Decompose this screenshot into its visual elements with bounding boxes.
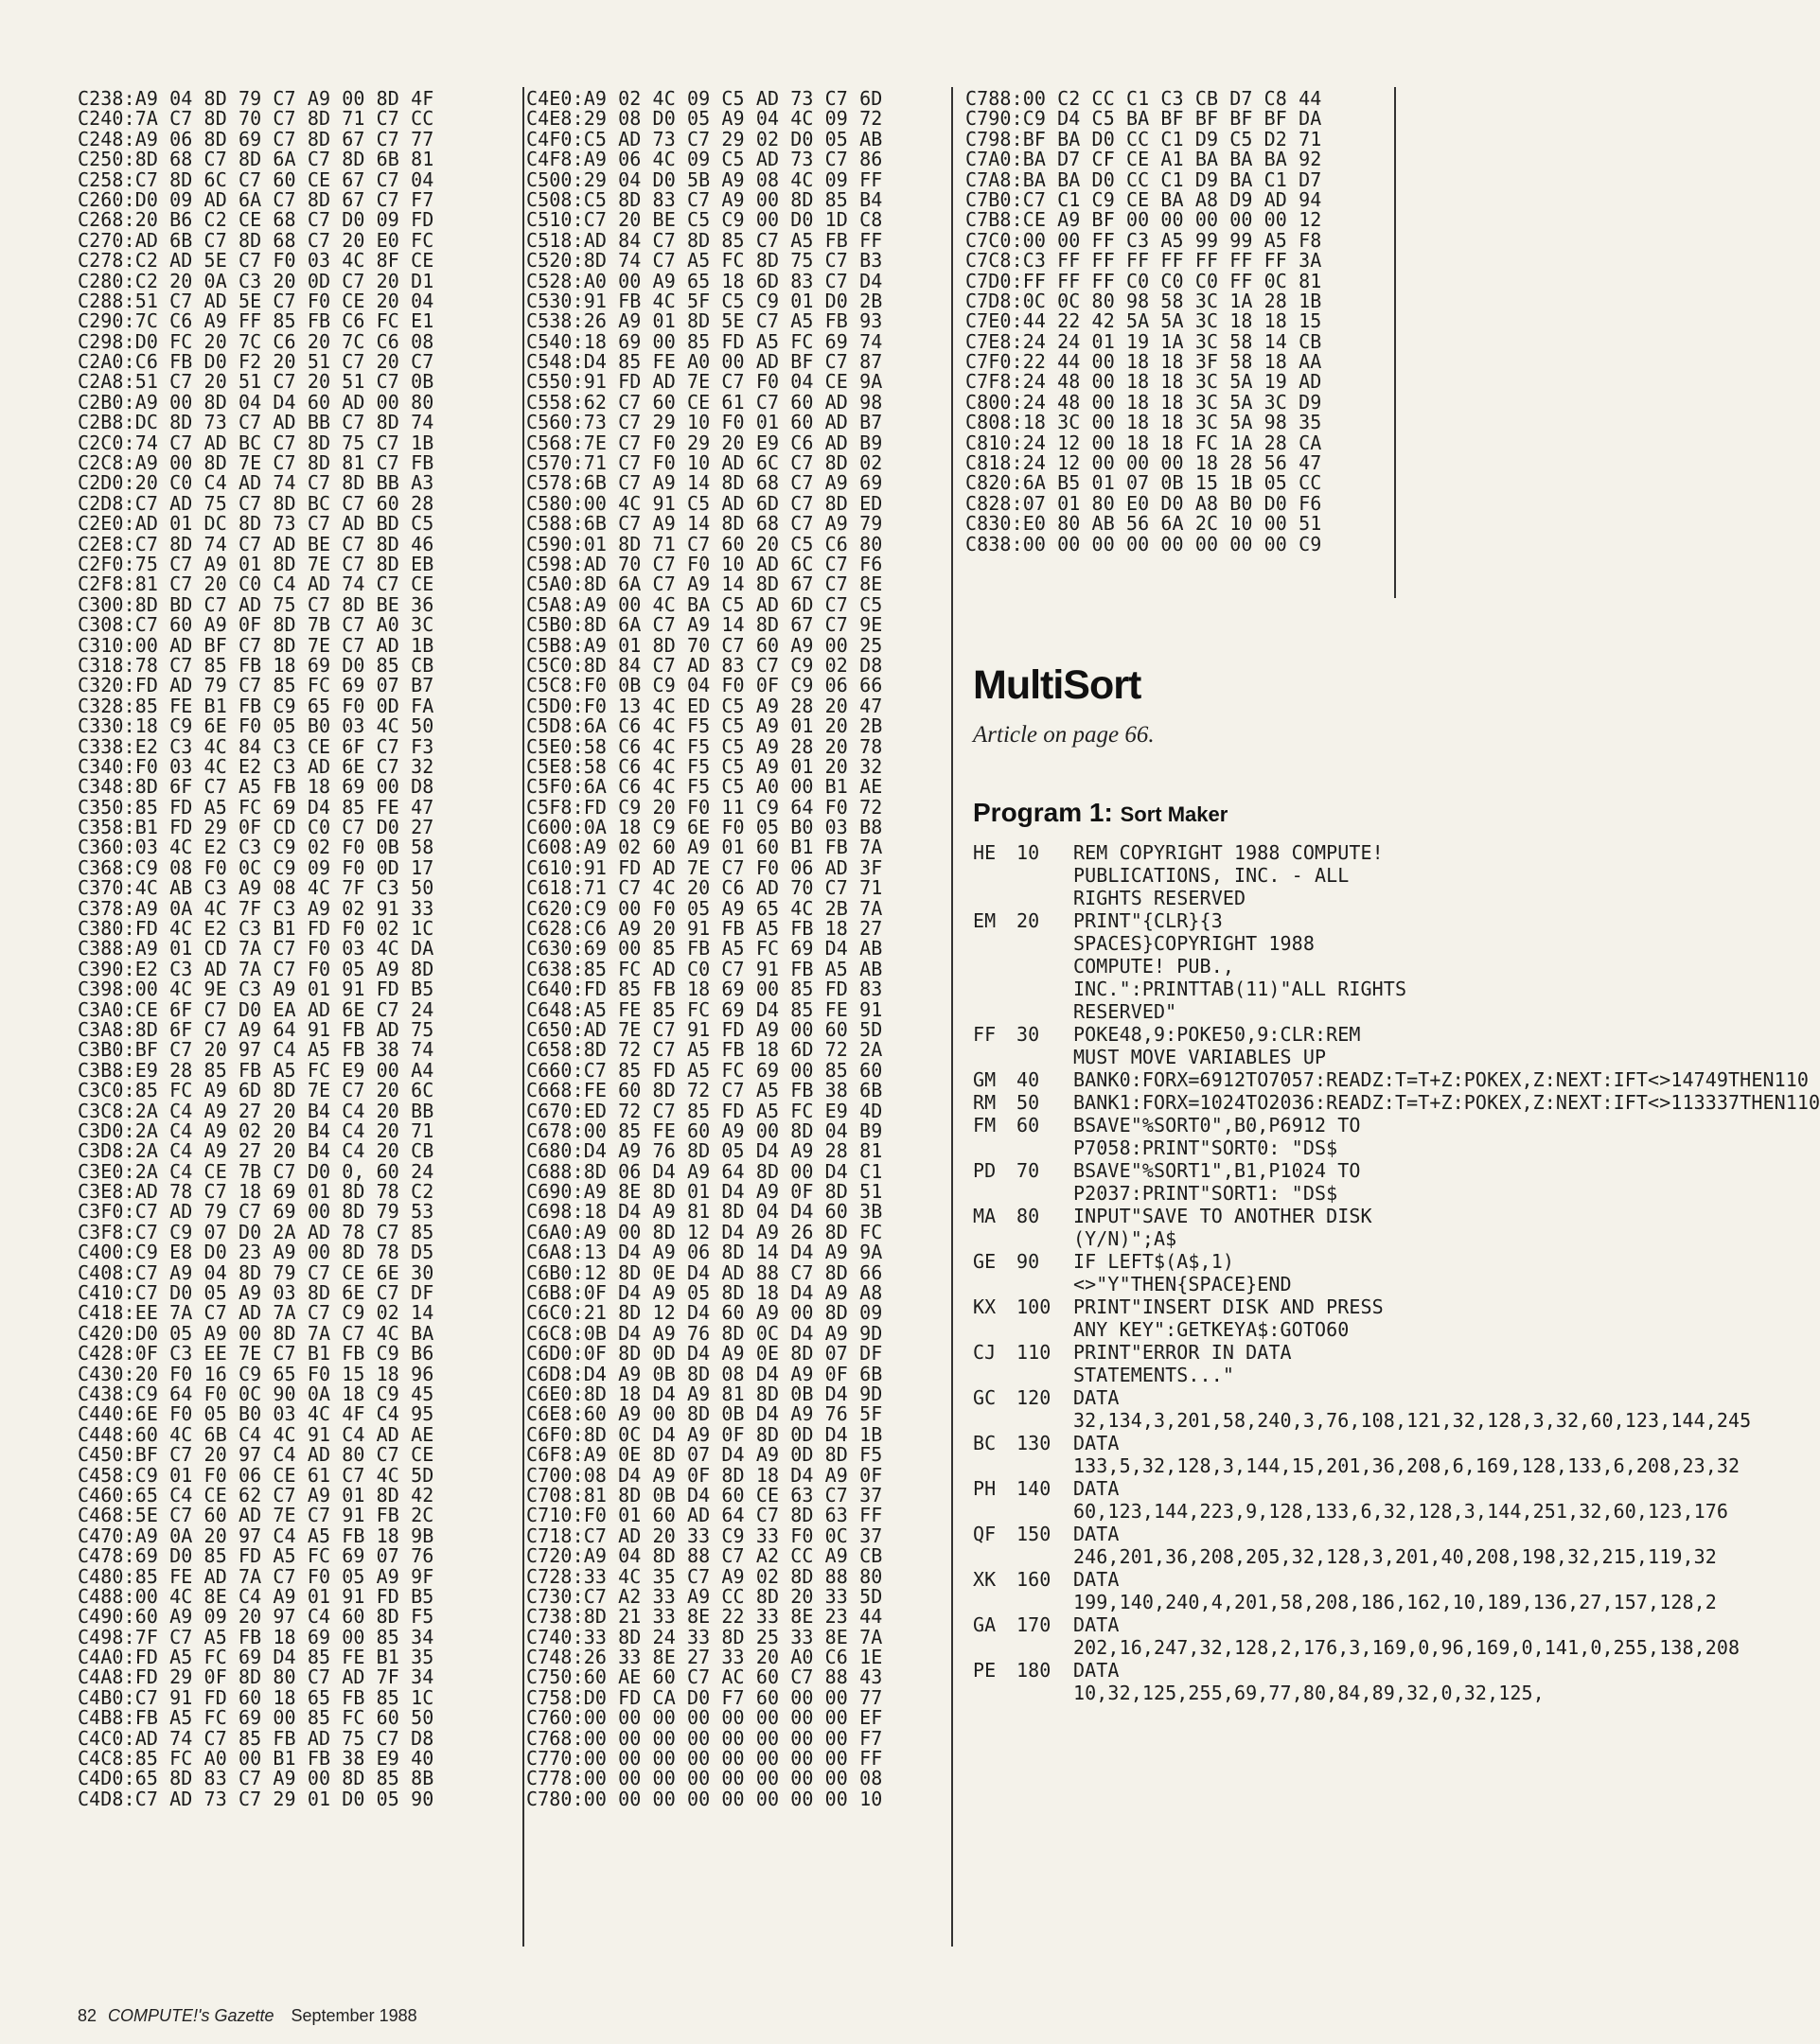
checksum: GA [973, 1613, 997, 1636]
hex-line: C5A0:8D 6A C7 A9 14 8D 67 C7 8E [526, 573, 883, 596]
checksum: FM [973, 1114, 997, 1137]
hex-line: C338:E2 C3 4C 84 C3 CE 6F C7 F3 [78, 734, 434, 758]
line-number: 70 [1016, 1159, 1040, 1182]
line-code: INPUT"SAVE TO ANOTHER DISK (Y/N)";A$ [1073, 1205, 1384, 1250]
line-number: 20 [1016, 909, 1040, 932]
hex-line: C360:03 4C E2 C3 C9 02 F0 0B 58 [78, 836, 434, 859]
hex-line: C4A0:FD A5 FC 69 D4 85 FE B1 35 [78, 1646, 434, 1669]
line-code: BSAVE"%SORT0",B0,P6912 TO P7058:PRINT"SORT0: "DS$ [1073, 1114, 1372, 1159]
hex-line: C340:F0 03 4C E2 C3 AD 6E C7 32 [78, 754, 434, 778]
hex-line: C6A8:13 D4 A9 06 8D 14 D4 A9 9A [526, 1241, 883, 1264]
hex-line: C480:85 FE AD 7A C7 F0 05 A9 9F [78, 1564, 434, 1588]
checksum: GE [973, 1250, 997, 1273]
hex-line: C4D8:C7 AD 73 C7 29 01 D0 05 90 [78, 1787, 434, 1810]
hex-line: C250:8D 68 C7 8D 6A C7 8D 6B 81 [78, 148, 434, 171]
hex-line: C770:00 00 00 00 00 00 00 00 FF [526, 1747, 883, 1771]
hex-line: C268:20 B6 C2 CE 68 C7 D0 09 FD [78, 208, 434, 232]
line-number: 90 [1016, 1250, 1040, 1273]
checksum: RM [973, 1091, 997, 1114]
program-line [973, 1250, 1418, 1295]
line-code: DATA 246,201,36,208,205,32,128,3,201,40,208,198,32,215,119,32 [1073, 1523, 1717, 1568]
hex-line: C778:00 00 00 00 00 00 00 00 08 [526, 1767, 883, 1790]
page-footer [78, 2006, 417, 2026]
hex-line: C6B0:12 8D 0E D4 AD 88 C7 8D 66 [526, 1260, 883, 1284]
hex-line: C368:C9 08 F0 0C C9 09 F0 0D 17 [78, 855, 434, 879]
hex-line: C6E8:60 A9 00 8D 0B D4 A9 76 5F [526, 1402, 883, 1426]
hex-line: C450:BF C7 20 97 C4 AD 80 C7 CE [78, 1443, 434, 1467]
hex-line: C598:AD 70 C7 F0 10 AD 6C C7 F6 [526, 552, 883, 575]
program-label: Program 1: [973, 798, 1113, 827]
hex-line: C7D0:FF FF FF C0 C0 C0 FF 0C 81 [965, 269, 1322, 292]
program-line [973, 1477, 1729, 1523]
hex-line: C590:01 8D 71 C7 60 20 C5 C6 80 [526, 532, 883, 555]
hex-line: C658:8D 72 C7 A5 FB 18 6D 72 2A [526, 1038, 883, 1062]
hex-line: C4F0:C5 AD 73 C7 29 02 D0 05 AB [526, 127, 883, 150]
hex-line: C798:BF BA D0 CC C1 D9 C5 D2 71 [965, 127, 1322, 150]
hex-line: C6D0:0F 8D 0D D4 A9 0E 8D 07 DF [526, 1342, 883, 1366]
program-line [973, 1295, 1418, 1341]
hex-line: C560:73 C7 29 10 F0 01 60 AD B7 [526, 411, 883, 434]
hex-line: C810:24 12 00 18 18 FC 1A 28 CA [965, 431, 1322, 454]
hex-line: C298:D0 FC 20 7C C6 20 7C C6 08 [78, 329, 434, 353]
hex-line: C3C8:2A C4 A9 27 20 B4 C4 20 BB [78, 1099, 434, 1122]
hex-line: C4E0:A9 02 4C 09 C5 AD 73 C7 6D [526, 87, 883, 110]
hex-line: C358:B1 FD 29 0F CD C0 C7 D0 27 [78, 816, 434, 839]
line-code: PRINT"ERROR IN DATA STATEMENTS..." [1073, 1341, 1303, 1386]
line-code: DATA 202,16,247,32,128,2,176,3,169,0,96,169,0,141,0,255,138,208 [1073, 1613, 1740, 1659]
hex-line: C460:65 C4 CE 62 C7 A9 01 8D 42 [78, 1483, 434, 1507]
hex-line: C4E8:29 08 D0 05 A9 04 4C 09 72 [526, 107, 883, 131]
hex-line: C2D0:20 C0 C4 AD 74 C7 8D BB A3 [78, 471, 434, 495]
hex-line: C2B0:A9 00 8D 04 D4 60 AD 00 80 [78, 390, 434, 414]
line-number: 170 [1016, 1613, 1051, 1636]
hex-line: C470:A9 0A 20 97 C4 A5 FB 18 9B [78, 1524, 434, 1547]
hex-line: C378:A9 0A 4C 7F C3 A9 02 91 33 [78, 896, 434, 920]
hex-line: C610:91 FD AD 7E C7 F0 06 AD 3F [526, 855, 883, 879]
hex-line: C680:D4 A9 76 8D 05 D4 A9 28 81 [526, 1139, 883, 1163]
hex-line: C650:AD 7E C7 91 FD A9 00 60 5D [526, 1017, 883, 1041]
hex-line: C320:FD AD 79 C7 85 FC 69 07 B7 [78, 674, 434, 697]
program-line [973, 1386, 1752, 1432]
hex-line: C628:C6 A9 20 91 FB A5 FB 18 27 [526, 917, 883, 941]
hex-line: C2C8:A9 00 8D 7E C7 8D 81 C7 FB [78, 451, 434, 475]
checksum: XK [973, 1568, 997, 1591]
article-title: MultiSort [973, 662, 1141, 708]
hex-line: C578:6B C7 A9 14 8D 68 C7 A9 69 [526, 471, 883, 495]
hex-line: C3B0:BF C7 20 97 C4 A5 FB 38 74 [78, 1038, 434, 1062]
hex-line: C668:FE 60 8D 72 C7 A5 FB 38 6B [526, 1079, 883, 1102]
line-code: DATA 32,134,3,201,58,240,3,76,108,121,32,128,3,32,60,123,144,245 [1073, 1386, 1752, 1432]
hex-line: C288:51 C7 AD 5E C7 F0 CE 20 04 [78, 289, 434, 312]
hex-line: C2D8:C7 AD 75 C7 8D BC C7 60 28 [78, 491, 434, 515]
hex-line: C4F8:A9 06 4C 09 C5 AD 73 C7 86 [526, 148, 883, 171]
hex-line: C558:62 C7 60 CE 61 C7 60 AD 98 [526, 390, 883, 414]
hex-line: C348:8D 6F C7 A5 FB 18 69 00 D8 [78, 775, 434, 799]
checksum: QF [973, 1523, 997, 1545]
line-number: 160 [1016, 1568, 1051, 1591]
line-code: PRINT"{CLR}{3 SPACES}COPYRIGHT 1988 COMPUTE! PUB., INC.":PRINTTAB(11)"ALL RIGHTS RESERVED" [1073, 909, 1419, 1023]
line-code: BANK1:FORX=1024TO2036:READZ:T=T+Z:POKEX,Z:NEXT:IFT<>113337THEN110 [1073, 1091, 1820, 1114]
hex-line: C370:4C AB C3 A9 08 4C 7F C3 50 [78, 876, 434, 900]
program-line [973, 1068, 1810, 1091]
hex-line: C280:C2 20 0A C3 20 0D C7 20 D1 [78, 269, 434, 292]
hex-line: C270:AD 6B C7 8D 68 C7 20 E0 FC [78, 228, 434, 252]
program-line [973, 1205, 1418, 1250]
hex-line: C2F0:75 C7 A9 01 8D 7E C7 8D EB [78, 552, 434, 575]
program-line [973, 1659, 1545, 1704]
program-line [973, 841, 1418, 909]
hex-line: C2A8:51 C7 20 51 C7 20 51 C7 0B [78, 370, 434, 394]
hex-line: C5C8:F0 0B C9 04 F0 0F C9 06 66 [526, 674, 883, 697]
hex-line: C780:00 00 00 00 00 00 00 00 10 [526, 1787, 883, 1810]
hex-line: C748:26 33 8E 27 33 20 A0 C6 1E [526, 1646, 883, 1669]
article-subtitle: Article on page 66. [973, 722, 1155, 748]
line-number: 30 [1016, 1023, 1040, 1046]
hex-line: C448:60 4C 6B C4 4C 91 C4 AD AE [78, 1422, 434, 1446]
hex-line: C428:0F C3 EE 7E C7 B1 FB C9 B6 [78, 1342, 434, 1366]
hex-line: C498:7F C7 A5 FB 18 69 00 85 34 [78, 1625, 434, 1648]
hex-listing-column-3 [965, 89, 1410, 555]
hex-line: C5D0:F0 13 4C ED C5 A9 28 20 47 [526, 694, 883, 717]
hex-line: C410:C7 D0 05 A9 03 8D 6E C7 DF [78, 1281, 434, 1305]
line-code: PRINT"INSERT DISK AND PRESS ANY KEY":GETKEYA$:GOTO60 [1073, 1295, 1395, 1341]
hex-line: C3C0:85 FC A9 6D 8D 7E C7 20 6C [78, 1079, 434, 1102]
hex-line: C7B8:CE A9 BF 00 00 00 00 00 12 [965, 208, 1322, 232]
hex-line: C248:A9 06 8D 69 C7 8D 67 C7 77 [78, 127, 434, 150]
hex-line: C550:91 FD AD 7E C7 F0 04 CE 9A [526, 370, 883, 394]
hex-line: C510:C7 20 BE C5 C9 00 D0 1D C8 [526, 208, 883, 232]
hex-line: C4B0:C7 91 FD 60 18 65 FB 85 1C [78, 1685, 434, 1709]
hex-line: C3A8:8D 6F C7 A9 64 91 FB AD 75 [78, 1017, 434, 1041]
hex-line: C7E0:44 22 42 5A 5A 3C 18 18 15 [965, 309, 1322, 333]
hex-line: C620:C9 00 F0 05 A9 65 4C 2B 7A [526, 896, 883, 920]
hex-line: C328:85 FE B1 FB C9 65 F0 0D FA [78, 694, 434, 717]
line-number: 150 [1016, 1523, 1051, 1545]
hex-line: C5E8:58 C6 4C F5 C5 A9 01 20 32 [526, 754, 883, 778]
hex-line: C6A0:A9 00 8D 12 D4 A9 26 8D FC [526, 1220, 883, 1243]
hex-listing-column-1 [78, 89, 522, 1809]
hex-line: C3E8:AD 78 C7 18 69 01 8D 78 C2 [78, 1180, 434, 1204]
hex-line: C380:FD 4C E2 C3 B1 FD F0 02 1C [78, 917, 434, 941]
line-number: 60 [1016, 1114, 1040, 1137]
hex-line: C830:E0 80 AB 56 6A 2C 10 00 51 [965, 512, 1322, 536]
hex-line: C568:7E C7 F0 29 20 E9 C6 AD B9 [526, 431, 883, 454]
hex-line: C478:69 D0 85 FD A5 FC 69 07 76 [78, 1544, 434, 1568]
basic-program-listing [973, 841, 1820, 1704]
hex-line: C640:FD 85 FB 18 69 00 85 FD 83 [526, 978, 883, 1001]
line-number: 130 [1016, 1432, 1051, 1454]
hex-line: C638:85 FC AD C0 C7 91 FB A5 AB [526, 957, 883, 980]
hex-line: C7C8:C3 FF FF FF FF FF FF FF 3A [965, 249, 1322, 273]
hex-line: C430:20 F0 16 C9 65 F0 15 18 96 [78, 1362, 434, 1385]
hex-line: C310:00 AD BF C7 8D 7E C7 AD 1B [78, 633, 434, 657]
hex-line: C400:C9 E8 D0 23 A9 00 8D 78 D5 [78, 1241, 434, 1264]
hex-line: C630:69 00 85 FB A5 FC 69 D4 AB [526, 937, 883, 960]
hex-line: C7C0:00 00 FF C3 A5 99 99 A5 F8 [965, 228, 1322, 252]
hex-line: C290:7C C6 A9 FF 85 FB C6 FC E1 [78, 309, 434, 333]
checksum: FF [973, 1023, 997, 1046]
program-line [973, 1023, 1418, 1068]
hex-line: C3B8:E9 28 85 FB A5 FC E9 00 A4 [78, 1058, 434, 1082]
article-section [973, 662, 1820, 1704]
program-line [973, 1568, 1717, 1613]
line-number: 80 [1016, 1205, 1040, 1227]
hex-line: C500:29 04 D0 5B A9 08 4C 09 FF [526, 167, 883, 191]
hex-line: C670:ED 72 C7 85 FD A5 FC E9 4D [526, 1099, 883, 1122]
hex-line: C540:18 69 00 85 FD A5 FC 69 74 [526, 329, 883, 353]
program-line [973, 1613, 1740, 1659]
hex-line: C730:C7 A2 33 A9 CC 8D 20 33 5D [526, 1584, 883, 1608]
checksum: KX [973, 1295, 997, 1318]
hex-line: C828:07 01 80 E0 D0 A8 B0 D0 F6 [965, 491, 1322, 515]
hex-line: C6B8:0F D4 A9 05 8D 18 D4 A9 A8 [526, 1281, 883, 1305]
hex-line: C570:71 C7 F0 10 AD 6C C7 8D 02 [526, 451, 883, 475]
program-name: Sort Maker [1120, 802, 1228, 826]
column-divider [522, 87, 524, 1947]
hex-line: C7A0:BA D7 CF CE A1 BA BA BA 92 [965, 148, 1322, 171]
hex-line: C5B0:8D 6A C7 A9 14 8D 67 C7 9E [526, 613, 883, 637]
program-line [973, 909, 1418, 1023]
hex-line: C238:A9 04 8D 79 C7 A9 00 8D 4F [78, 87, 434, 110]
hex-line: C7B0:C7 C1 C9 CE BA A8 D9 AD 94 [965, 187, 1322, 211]
column-divider [1394, 87, 1396, 598]
hex-line: C518:AD 84 C7 8D 85 C7 A5 FB FF [526, 228, 883, 252]
hex-line: C278:C2 AD 5E C7 F0 03 4C 8F CE [78, 249, 434, 273]
checksum: CJ [973, 1341, 997, 1364]
hex-line: C600:0A 18 C9 6E F0 05 B0 03 B8 [526, 816, 883, 839]
hex-line: C768:00 00 00 00 00 00 00 00 F7 [526, 1726, 883, 1750]
hex-line: C698:18 D4 A9 81 8D 04 D4 60 3B [526, 1200, 883, 1224]
hex-line: C5D8:6A C6 4C F5 C5 A9 01 20 2B [526, 714, 883, 738]
hex-line: C538:26 A9 01 8D 5E C7 A5 FB 93 [526, 309, 883, 333]
hex-line: C800:24 48 00 18 18 3C 5A 3C D9 [965, 390, 1322, 414]
program-line [973, 1523, 1717, 1568]
hex-line: C760:00 00 00 00 00 00 00 00 EF [526, 1706, 883, 1730]
hex-line: C790:C9 D4 C5 BA BF BF BF BF DA [965, 107, 1322, 131]
hex-line: C6D8:D4 A9 0B 8D 08 D4 A9 0F 6B [526, 1362, 883, 1385]
hex-line: C530:91 FB 4C 5F C5 C9 01 D0 2B [526, 289, 883, 312]
hex-line: C548:D4 85 FE A0 00 AD BF C7 87 [526, 350, 883, 374]
hex-line: C300:8D BD C7 AD 75 C7 8D BE 36 [78, 592, 434, 616]
hex-line: C520:8D 74 C7 A5 FC 8D 75 C7 B3 [526, 249, 883, 273]
hex-line: C438:C9 64 F0 0C 90 0A 18 C9 45 [78, 1383, 434, 1405]
hex-line: C5E0:58 C6 4C F5 C5 A9 28 20 78 [526, 734, 883, 758]
hex-line: C330:18 C9 6E F0 05 B0 03 4C 50 [78, 714, 434, 738]
line-number: 120 [1016, 1386, 1051, 1409]
magazine-name: COMPUTE!'s Gazette [108, 2006, 274, 2025]
hex-line: C388:A9 01 CD 7A C7 F0 03 4C DA [78, 937, 434, 960]
hex-line: C308:C7 60 A9 0F 8D 7B C7 A0 3C [78, 613, 434, 637]
hex-line: C7A8:BA BA D0 CC C1 D9 BA C1 D7 [965, 167, 1322, 191]
hex-line: C398:00 4C 9E C3 A9 01 91 FD B5 [78, 978, 434, 1001]
hex-line: C6E0:8D 18 D4 A9 81 8D 0B D4 9D [526, 1383, 883, 1405]
hex-line: C690:A9 8E 8D 01 D4 A9 0F 8D 51 [526, 1180, 883, 1204]
hex-line: C4A8:FD 29 0F 8D 80 C7 AD 7F 34 [78, 1665, 434, 1689]
hex-line: C7D8:0C 0C 80 98 58 3C 1A 28 1B [965, 289, 1322, 312]
hex-line: C700:08 D4 A9 0F 8D 18 D4 A9 0F [526, 1463, 883, 1487]
hex-line: C2A0:C6 FB D0 F2 20 51 C7 20 C7 [78, 350, 434, 374]
hex-line: C718:C7 AD 20 33 C9 33 F0 0C 37 [526, 1524, 883, 1547]
hex-line: C708:81 8D 0B D4 60 CE 63 C7 37 [526, 1483, 883, 1507]
hex-line: C3E0:2A C4 CE 7B C7 D0 0, 60 24 [78, 1159, 434, 1183]
hex-line: C3D8:2A C4 A9 27 20 B4 C4 20 CB [78, 1139, 434, 1163]
line-number: 110 [1016, 1341, 1051, 1364]
line-code: POKE48,9:POKE50,9:CLR:REM MUST MOVE VARIABLES UP [1073, 1023, 1372, 1068]
hex-line: C818:24 12 00 00 00 18 28 56 47 [965, 451, 1322, 475]
program-line [973, 1432, 1740, 1477]
line-code: DATA 60,123,144,223,9,128,133,6,32,128,3,144,251,32,60,123,176 [1073, 1477, 1729, 1523]
checksum: HE [973, 841, 997, 864]
hex-line: C838:00 00 00 00 00 00 00 00 C9 [965, 532, 1322, 555]
hex-line: C2E0:AD 01 DC 8D 73 C7 AD BD C5 [78, 512, 434, 536]
hex-line: C688:8D 06 D4 A9 64 8D 00 D4 C1 [526, 1159, 883, 1183]
hex-line: C788:00 C2 CC C1 C3 CB D7 C8 44 [965, 87, 1322, 110]
hex-line: C4C0:AD 74 C7 85 FB AD 75 C7 D8 [78, 1726, 434, 1750]
hex-line: C758:D0 FD CA D0 F7 60 00 00 77 [526, 1685, 883, 1709]
hex-line: C490:60 A9 09 20 97 C4 60 8D F5 [78, 1605, 434, 1629]
hex-line: C738:8D 21 33 8E 22 33 8E 23 44 [526, 1605, 883, 1629]
hex-line: C3D0:2A C4 A9 02 20 B4 C4 20 71 [78, 1119, 434, 1142]
hex-line: C820:6A B5 01 07 0B 15 1B 05 CC [965, 471, 1322, 495]
hex-line: C488:00 4C 8E C4 A9 01 91 FD B5 [78, 1584, 434, 1608]
line-number: 50 [1016, 1091, 1040, 1114]
hex-line: C728:33 4C 35 C7 A9 02 8D 88 80 [526, 1564, 883, 1588]
hex-line: C4B8:FB A5 FC 69 00 85 FC 60 50 [78, 1706, 434, 1730]
checksum: PH [973, 1477, 997, 1500]
checksum: GC [973, 1386, 997, 1409]
hex-line: C3A0:CE 6F C7 D0 EA AD 6E C7 24 [78, 997, 434, 1021]
hex-line: C468:5E C7 60 AD 7E C7 91 FB 2C [78, 1504, 434, 1527]
hex-line: C4D0:65 8D 83 C7 A9 00 8D 85 8B [78, 1767, 434, 1790]
hex-line: C5F0:6A C6 4C F5 C5 A0 00 B1 AE [526, 775, 883, 799]
hex-line: C5C0:8D 84 C7 AD 83 C7 C9 02 D8 [526, 653, 883, 677]
line-number: 180 [1016, 1659, 1051, 1682]
hex-line: C458:C9 01 F0 06 CE 61 C7 4C 5D [78, 1463, 434, 1487]
hex-line: C7E8:24 24 01 19 1A 3C 58 14 CB [965, 329, 1322, 353]
page-number: 82 [78, 2006, 97, 2025]
checksum: PD [973, 1159, 997, 1182]
checksum: MA [973, 1205, 997, 1227]
hex-listing-column-2 [526, 89, 943, 1809]
hex-line: C2E8:C7 8D 74 C7 AD BE C7 8D 46 [78, 532, 434, 555]
hex-line: C808:18 3C 00 18 18 3C 5A 98 35 [965, 411, 1322, 434]
hex-line: C258:C7 8D 6C C7 60 CE 67 C7 04 [78, 167, 434, 191]
line-code: REM COPYRIGHT 1988 COMPUTE! PUBLICATIONS, INC. - ALL RIGHTS RESERVED [1073, 841, 1395, 909]
hex-line: C608:A9 02 60 A9 01 60 B1 FB 7A [526, 836, 883, 859]
hex-line: C710:F0 01 60 AD 64 C7 8D 63 FF [526, 1504, 883, 1527]
hex-line: C5A8:A9 00 4C BA C5 AD 6D C7 C5 [526, 592, 883, 616]
hex-line: C7F0:22 44 00 18 18 3F 58 18 AA [965, 350, 1322, 374]
hex-line: C260:D0 09 AD 6A C7 8D 67 C7 F7 [78, 187, 434, 211]
program-line [973, 1341, 1418, 1386]
hex-line: C3F0:C7 AD 79 C7 69 00 8D 79 53 [78, 1200, 434, 1224]
line-code: BSAVE"%SORT1",B1,P1024 TO P2037:PRINT"SORT1: "DS$ [1073, 1159, 1372, 1205]
line-number: 140 [1016, 1477, 1051, 1500]
hex-line: C6C8:0B D4 A9 76 8D 0C D4 A9 9D [526, 1321, 883, 1345]
checksum: BC [973, 1432, 997, 1454]
hex-line: C508:C5 8D 83 C7 A9 00 8D 85 B4 [526, 187, 883, 211]
hex-line: C408:C7 A9 04 8D 79 C7 CE 6E 30 [78, 1260, 434, 1284]
hex-line: C750:60 AE 60 C7 AC 60 C7 88 43 [526, 1665, 883, 1689]
hex-line: C418:EE 7A C7 AD 7A C7 C9 02 14 [78, 1301, 434, 1325]
checksum: PE [973, 1659, 997, 1682]
line-code: DATA 199,140,240,4,201,58,208,186,162,10,189,136,27,157,128,2 [1073, 1568, 1717, 1613]
hex-line: C7F8:24 48 00 18 18 3C 5A 19 AD [965, 370, 1322, 394]
program-line [973, 1091, 1820, 1114]
hex-line: C390:E2 C3 AD 7A C7 F0 05 A9 8D [78, 957, 434, 980]
line-number: 100 [1016, 1295, 1051, 1318]
hex-line: C5F8:FD C9 20 F0 11 C9 64 F0 72 [526, 795, 883, 819]
line-code: BANK0:FORX=6912TO7057:READZ:T=T+Z:POKEX,Z:NEXT:IFT<>14749THEN110 [1073, 1068, 1810, 1091]
issue-date: September 1988 [291, 2006, 417, 2025]
line-number: 40 [1016, 1068, 1040, 1091]
hex-line: C318:78 C7 85 FB 18 69 D0 85 CB [78, 653, 434, 677]
hex-line: C6C0:21 8D 12 D4 60 A9 00 8D 09 [526, 1301, 883, 1325]
checksum: EM [973, 909, 997, 932]
hex-line: C6F0:8D 0C D4 A9 0F 8D 0D D4 1B [526, 1422, 883, 1446]
hex-line: C420:D0 05 A9 00 8D 7A C7 4C BA [78, 1321, 434, 1345]
program-heading [973, 798, 1418, 828]
column-divider [951, 87, 953, 1947]
hex-line: C4C8:85 FC A0 00 B1 FB 38 E9 40 [78, 1747, 434, 1771]
hex-line: C2B8:DC 8D 73 C7 AD BB C7 8D 74 [78, 411, 434, 434]
hex-line: C2F8:81 C7 20 C0 C4 AD 74 C7 CE [78, 573, 434, 596]
hex-line: C440:6E F0 05 B0 03 4C 4F C4 95 [78, 1402, 434, 1426]
hex-line: C740:33 8D 24 33 8D 25 33 8E 7A [526, 1625, 883, 1648]
hex-line: C528:A0 00 A9 65 18 6D 83 C7 D4 [526, 269, 883, 292]
hex-line: C2C0:74 C7 AD BC C7 8D 75 C7 1B [78, 431, 434, 454]
line-number: 10 [1016, 841, 1040, 864]
hex-line: C678:00 85 FE 60 A9 00 8D 04 B9 [526, 1119, 883, 1142]
hex-line: C350:85 FD A5 FC 69 D4 85 FE 47 [78, 795, 434, 819]
hex-line: C6F8:A9 0E 8D 07 D4 A9 0D 8D F5 [526, 1443, 883, 1467]
hex-line: C588:6B C7 A9 14 8D 68 C7 A9 79 [526, 512, 883, 536]
checksum: GM [973, 1068, 997, 1091]
hex-line: C660:C7 85 FD A5 FC 69 00 85 60 [526, 1058, 883, 1082]
hex-line: C5B8:A9 01 8D 70 C7 60 A9 00 25 [526, 633, 883, 657]
hex-line: C618:71 C7 4C 20 C6 AD 70 C7 71 [526, 876, 883, 900]
program-line [973, 1159, 1418, 1205]
hex-line: C3F8:C7 C9 07 D0 2A AD 78 C7 85 [78, 1220, 434, 1243]
program-line [973, 1114, 1418, 1159]
hex-line: C240:7A C7 8D 70 C7 8D 71 C7 CC [78, 107, 434, 131]
hex-line: C648:A5 FE 85 FC 69 D4 85 FE 91 [526, 997, 883, 1021]
line-code: DATA 10,32,125,255,69,77,80,84,89,32,0,32,125, [1073, 1659, 1545, 1704]
line-code: DATA 133,5,32,128,3,144,15,201,36,208,6,169,128,133,6,208,23,32 [1073, 1432, 1740, 1477]
line-code: IF LEFT$(A$,1)<>"Y"THEN{SPACE}END [1073, 1250, 1292, 1295]
hex-line: C580:00 4C 91 C5 AD 6D C7 8D ED [526, 491, 883, 515]
hex-line: C720:A9 04 8D 88 C7 A2 CC A9 CB [526, 1544, 883, 1568]
